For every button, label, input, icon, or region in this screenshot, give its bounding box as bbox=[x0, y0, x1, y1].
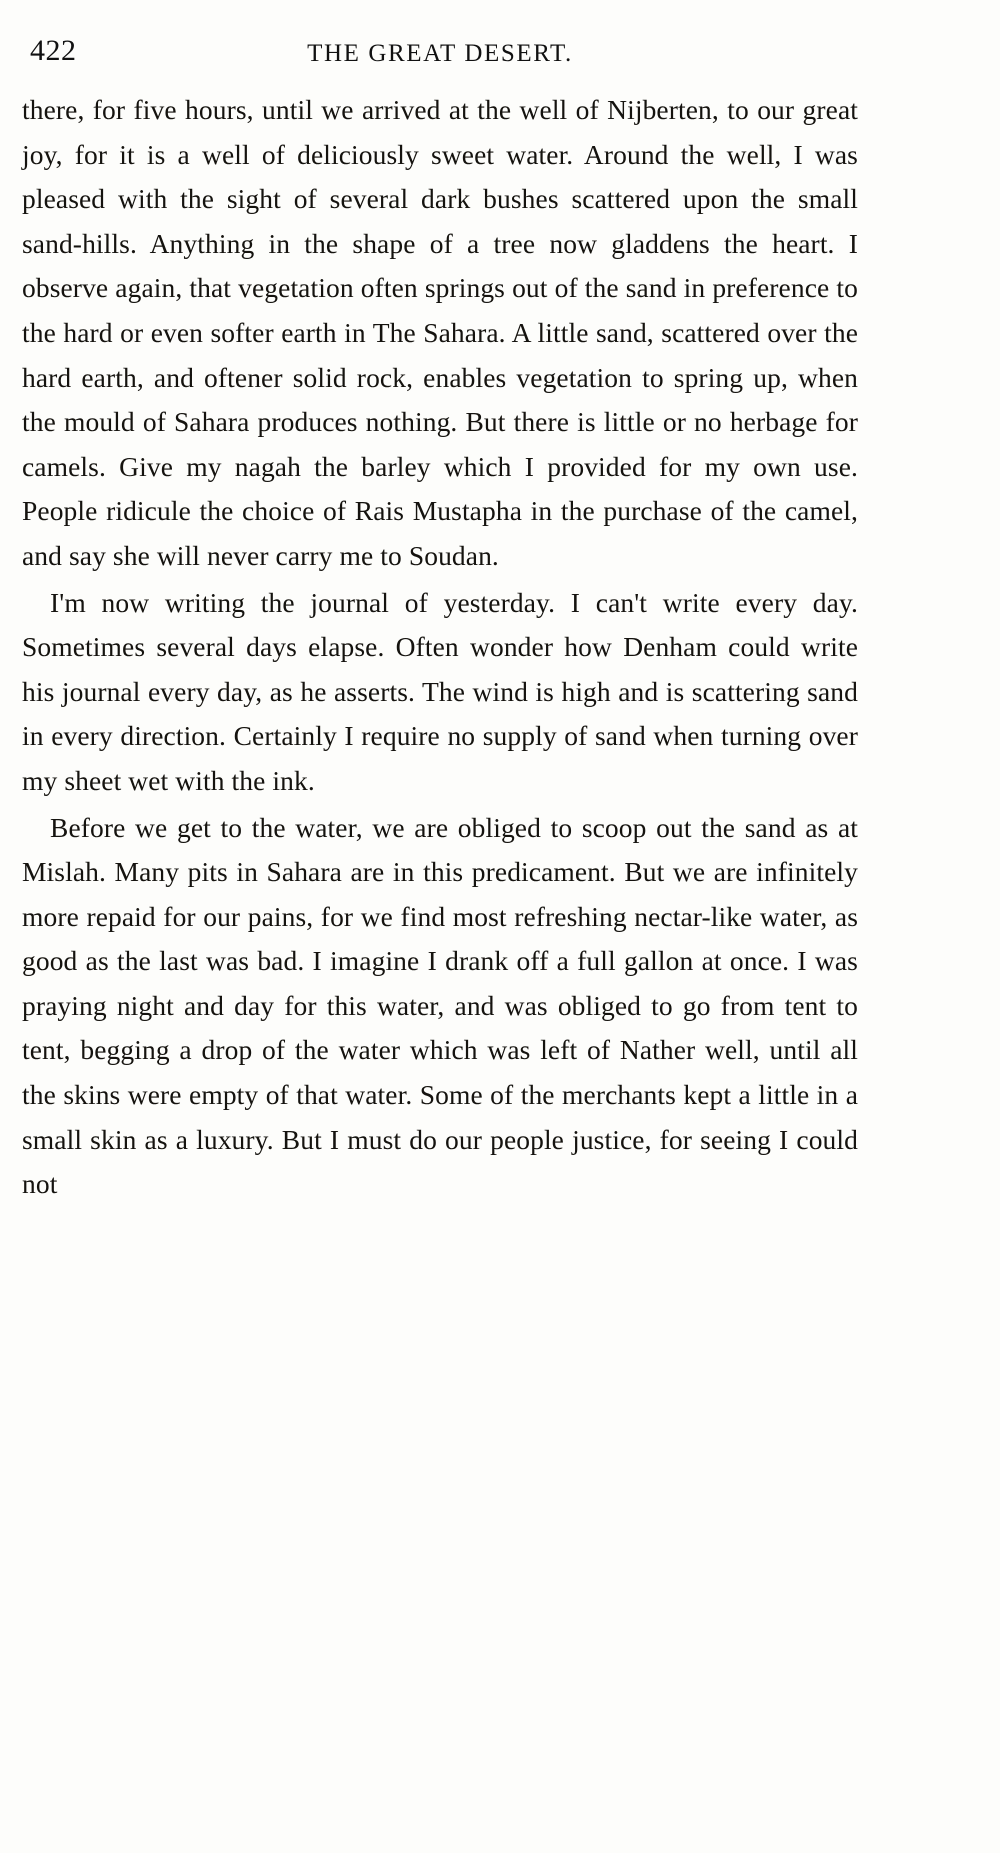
page-header bbox=[0, 18, 880, 67]
page-body bbox=[22, 88, 858, 1209]
paragraph: there, for five hours, until we arrived at the well of Nijberten, to our great joy, for it is a well of deliciously sweet water. Around the well, I was pleased with the sight of several dark bushes scattered upon the small sand-hills. Anything in the shape of a tree now gladdens the heart. I observe again, that vegetation often springs out of the sand in preference to the hard or even softer earth in The Sahara. A little sand, scattered over the hard earth, and oftener solid rock, enables vegetation to spring up, when the mould of Sahara produces nothing. But there is little or no herbage for camels. Give my nagah the barley which I provided for my own use. People ridicule the choice of Rais Mustapha in the purchase of the camel, and say she will never carry me to Soudan. bbox=[22, 94, 858, 571]
paragraph: I'm now writing the journal of yesterday. I can't write every day. Sometimes several days elapse. Often wonder how Denham could write his journal every day, as he asserts. The wind is high and is scattering sand in every direction. Certainly I require no supply of sand when turning over my sheet wet with the ink. bbox=[22, 586, 858, 796]
running-head: THE GREAT DESERT. bbox=[307, 40, 573, 67]
page-number: 422 bbox=[30, 34, 77, 67]
paragraph: Before we get to the water, we are obliged to scoop out the sand as at Mislah. Many pits in Sahara are in this predicament. But we are infinitely more repaid for our pains, for we find most refreshing nectar-like water, as good as the last was bad. I imagine I drank off a full gallon at once. I was praying night and day for this water, and was obliged to go from tent to tent, begging a drop of the water which was left of Nather well, until all the skins were empty of that water. Some of the merchants kept a little in a small skin as a luxury. But I must do our people justice, for seeing I could not bbox=[22, 811, 858, 1200]
